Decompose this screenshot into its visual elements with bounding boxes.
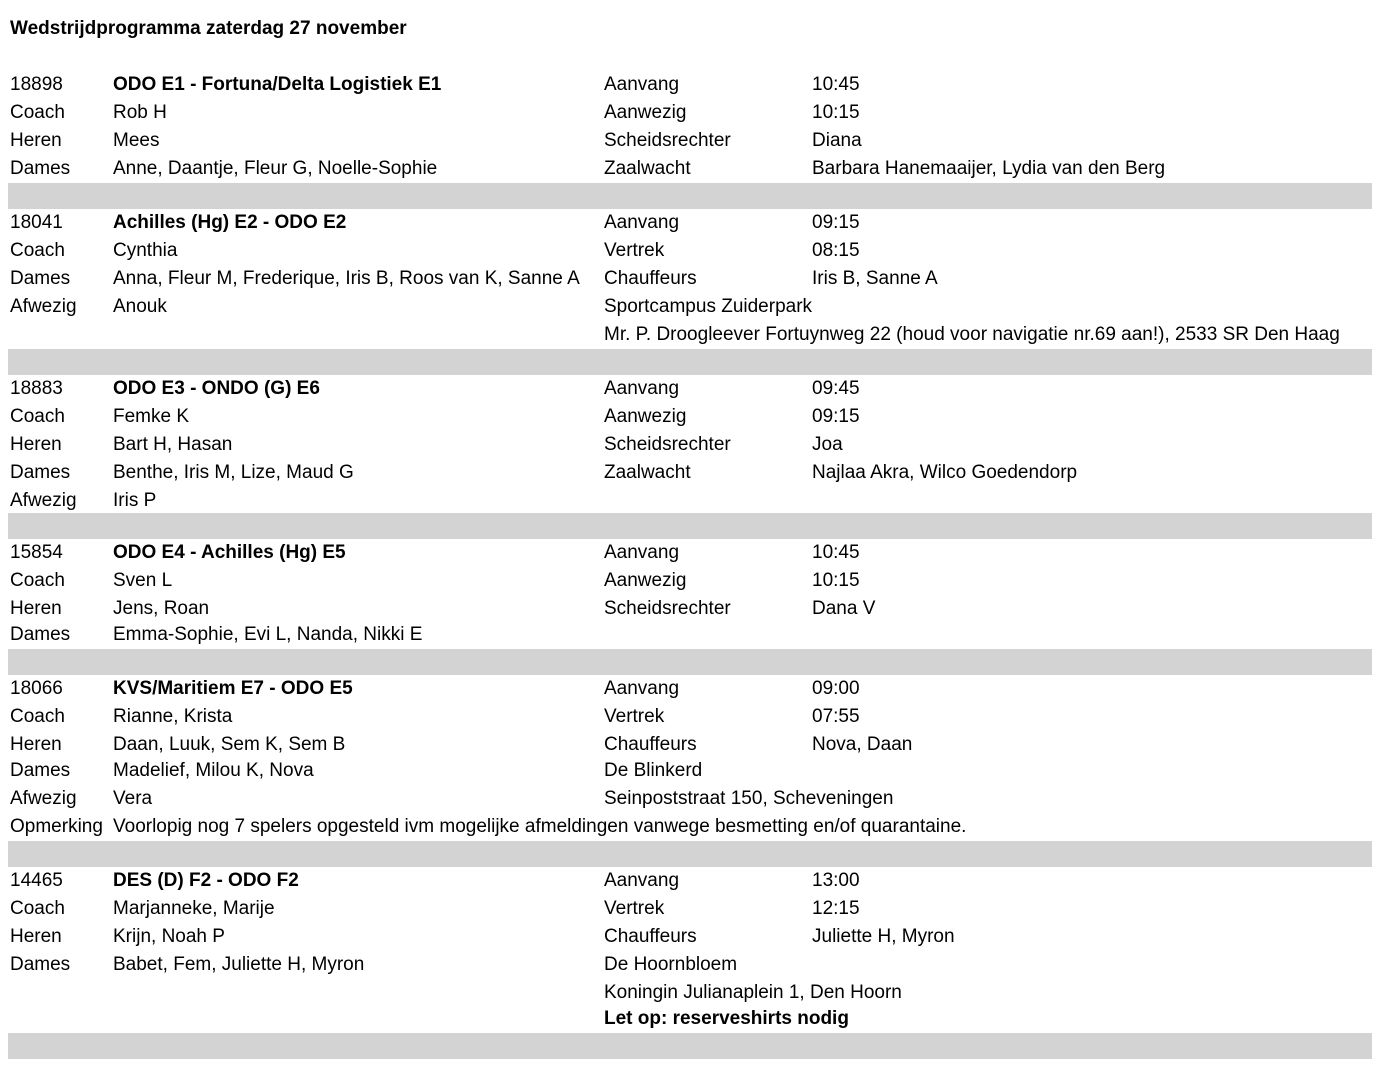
row-label: Dames	[10, 158, 71, 179]
table-row	[8, 813, 1372, 841]
table-row	[8, 731, 1372, 757]
table-row	[8, 99, 1372, 127]
table-row	[8, 431, 1372, 459]
detail-label: Scheidsrechter	[604, 434, 731, 455]
table-row	[8, 237, 1372, 265]
row-label: Afwezig	[10, 788, 77, 809]
match-separator	[8, 649, 1372, 675]
detail-value: 09:00	[812, 678, 860, 699]
venue-address: Seinpoststraat 150, Scheveningen	[604, 788, 894, 809]
detail-label: Vertrek	[604, 706, 665, 727]
detail-value: 08:15	[812, 240, 860, 261]
detail-label: Scheidsrechter	[604, 598, 731, 619]
row-value: Iris P	[113, 490, 157, 511]
detail-label: Chauffeurs	[604, 734, 697, 755]
table-row	[8, 487, 1372, 513]
detail-value: Dana V	[812, 598, 876, 619]
detail-value: Iris B, Sanne A	[812, 268, 938, 289]
match-title: DES (D) F2 - ODO F2	[113, 870, 299, 891]
remark-text: Voorlopig nog 7 spelers opgesteld ivm mogelijke afmeldingen vanwege besmetting en/of quarantaine.	[113, 816, 967, 837]
match-number: 18883	[10, 378, 63, 399]
table-row	[8, 895, 1372, 923]
row-value: Mees	[113, 130, 160, 151]
detail-value: Joa	[812, 434, 843, 455]
row-label: Coach	[10, 240, 65, 261]
row-value: Jens, Roan	[113, 598, 210, 619]
match-block	[8, 539, 1372, 649]
detail-value: 07:55	[812, 706, 860, 727]
detail-label: Aanvang	[604, 542, 680, 563]
detail-label: Scheidsrechter	[604, 130, 731, 151]
row-label: Dames	[10, 954, 71, 975]
notice-text: Let op: reserveshirts nodig	[604, 1008, 849, 1029]
match-separator	[8, 513, 1372, 539]
table-row	[8, 265, 1372, 293]
detail-label: Aanvang	[604, 74, 680, 95]
detail-label: Zaalwacht	[604, 462, 691, 483]
detail-label: Zaalwacht	[604, 158, 691, 179]
row-value: Madelief, Milou K, Nova	[113, 760, 314, 781]
row-label: Dames	[10, 462, 71, 483]
detail-value: 12:15	[812, 898, 860, 919]
table-row	[8, 703, 1372, 731]
row-label: Afwezig	[10, 296, 77, 317]
row-label: Afwezig	[10, 490, 77, 511]
detail-label: Aanvang	[604, 212, 680, 233]
detail-value: 09:15	[812, 406, 860, 427]
detail-value: 10:45	[812, 74, 860, 95]
match-title: Achilles (Hg) E2 - ODO E2	[113, 212, 347, 233]
match-number: 18066	[10, 678, 63, 699]
row-label: Heren	[10, 434, 62, 455]
detail-value: 10:15	[812, 102, 860, 123]
detail-value: Juliette H, Myron	[812, 926, 955, 947]
table-row	[8, 403, 1372, 431]
match-number: 15854	[10, 542, 63, 563]
detail-label: Aanvang	[604, 678, 680, 699]
venue-name: De Blinkerd	[604, 760, 703, 781]
row-value: Anne, Daantje, Fleur G, Noelle-Sophie	[113, 158, 438, 179]
detail-value: Barbara Hanemaaijer, Lydia van den Berg	[812, 158, 1166, 179]
row-value: Vera	[113, 788, 153, 809]
detail-value: 09:15	[812, 212, 860, 233]
detail-value: 10:45	[812, 542, 860, 563]
table-row	[8, 1005, 1372, 1033]
table-row	[8, 757, 1372, 785]
row-label: Heren	[10, 598, 62, 619]
row-value: Bart H, Hasan	[113, 434, 233, 455]
detail-value: 09:45	[812, 378, 860, 399]
match-separator	[8, 841, 1372, 867]
match-title: ODO E4 - Achilles (Hg) E5	[113, 542, 346, 563]
table-row	[8, 321, 1372, 349]
row-label: Coach	[10, 406, 65, 427]
match-number: 14465	[10, 870, 63, 891]
row-value: Sven L	[113, 570, 173, 591]
row-value: Anouk	[113, 296, 167, 317]
row-value: Daan, Luuk, Sem K, Sem B	[113, 734, 346, 755]
match-title: KVS/Maritiem E7 - ODO E5	[113, 678, 353, 699]
detail-label: Vertrek	[604, 240, 665, 261]
detail-value: 10:15	[812, 570, 860, 591]
row-label: Coach	[10, 102, 65, 123]
table-row	[8, 155, 1372, 183]
detail-value: Najlaa Akra, Wilco Goedendorp	[812, 462, 1078, 483]
detail-label: Aanvang	[604, 870, 680, 891]
detail-label: Chauffeurs	[604, 268, 697, 289]
row-value: Babet, Fem, Juliette H, Myron	[113, 954, 365, 975]
table-row	[8, 71, 1372, 99]
row-value: Cynthia	[113, 240, 178, 261]
detail-label: Chauffeurs	[604, 926, 697, 947]
table-row	[8, 621, 1372, 649]
match-block	[8, 71, 1372, 183]
detail-value: Nova, Daan	[812, 734, 913, 755]
match-title: ODO E3 - ONDO (G) E6	[113, 378, 320, 399]
row-label: Heren	[10, 926, 62, 947]
row-value: Benthe, Iris M, Lize, Maud G	[113, 462, 354, 483]
table-row	[8, 595, 1372, 621]
match-title: ODO E1 - Fortuna/Delta Logistiek E1	[113, 74, 442, 95]
table-row	[8, 293, 1372, 321]
table-row	[8, 459, 1372, 487]
row-value: Femke K	[113, 406, 190, 427]
match-block	[8, 867, 1372, 1033]
table-row	[8, 539, 1372, 567]
match-separator	[8, 349, 1372, 375]
match-block	[8, 375, 1372, 513]
detail-label: Aanvang	[604, 378, 680, 399]
table-row	[8, 567, 1372, 595]
match-block	[8, 675, 1372, 841]
row-value: Anna, Fleur M, Frederique, Iris B, Roos van K, Sanne A	[113, 268, 580, 289]
detail-value: 13:00	[812, 870, 860, 891]
row-label: Opmerking	[10, 816, 103, 837]
row-label: Coach	[10, 898, 65, 919]
row-label: Dames	[10, 624, 71, 645]
table-row	[8, 675, 1372, 703]
detail-label: Vertrek	[604, 898, 665, 919]
match-number: 18898	[10, 74, 63, 95]
table-row	[8, 127, 1372, 155]
table-row	[8, 209, 1372, 237]
row-value: Emma-Sophie, Evi L, Nanda, Nikki E	[113, 624, 423, 645]
row-label: Heren	[10, 130, 62, 151]
detail-label: Aanwezig	[604, 102, 687, 123]
match-block	[8, 209, 1372, 349]
match-schedule	[8, 71, 1372, 1059]
detail-label: Aanwezig	[604, 406, 687, 427]
table-row	[8, 785, 1372, 813]
venue-name: Sportcampus Zuiderpark	[604, 296, 813, 317]
row-value: Rianne, Krista	[113, 706, 233, 727]
row-value: Rob H	[113, 102, 167, 123]
table-row	[8, 375, 1372, 403]
venue-address: Mr. P. Droogleever Fortuynweg 22 (houd voor navigatie nr.69 aan!), 2533 SR Den Haag	[604, 324, 1340, 345]
row-label: Heren	[10, 734, 62, 755]
table-row	[8, 951, 1372, 979]
detail-value: Diana	[812, 130, 862, 151]
venue-address: Koningin Julianaplein 1, Den Hoorn	[604, 982, 902, 1003]
row-label: Dames	[10, 268, 71, 289]
page-title: Wedstrijdprogramma zaterdag 27 november	[10, 18, 407, 39]
table-row	[8, 867, 1372, 895]
detail-label: Aanwezig	[604, 570, 687, 591]
match-number: 18041	[10, 212, 63, 233]
row-value: Krijn, Noah P	[113, 926, 225, 947]
match-separator	[8, 183, 1372, 209]
venue-name: De Hoornbloem	[604, 954, 738, 975]
match-separator	[8, 1033, 1372, 1059]
row-label: Coach	[10, 570, 65, 591]
row-label: Dames	[10, 760, 71, 781]
row-label: Coach	[10, 706, 65, 727]
row-value: Marjanneke, Marije	[113, 898, 275, 919]
table-row	[8, 979, 1372, 1005]
table-row	[8, 923, 1372, 951]
